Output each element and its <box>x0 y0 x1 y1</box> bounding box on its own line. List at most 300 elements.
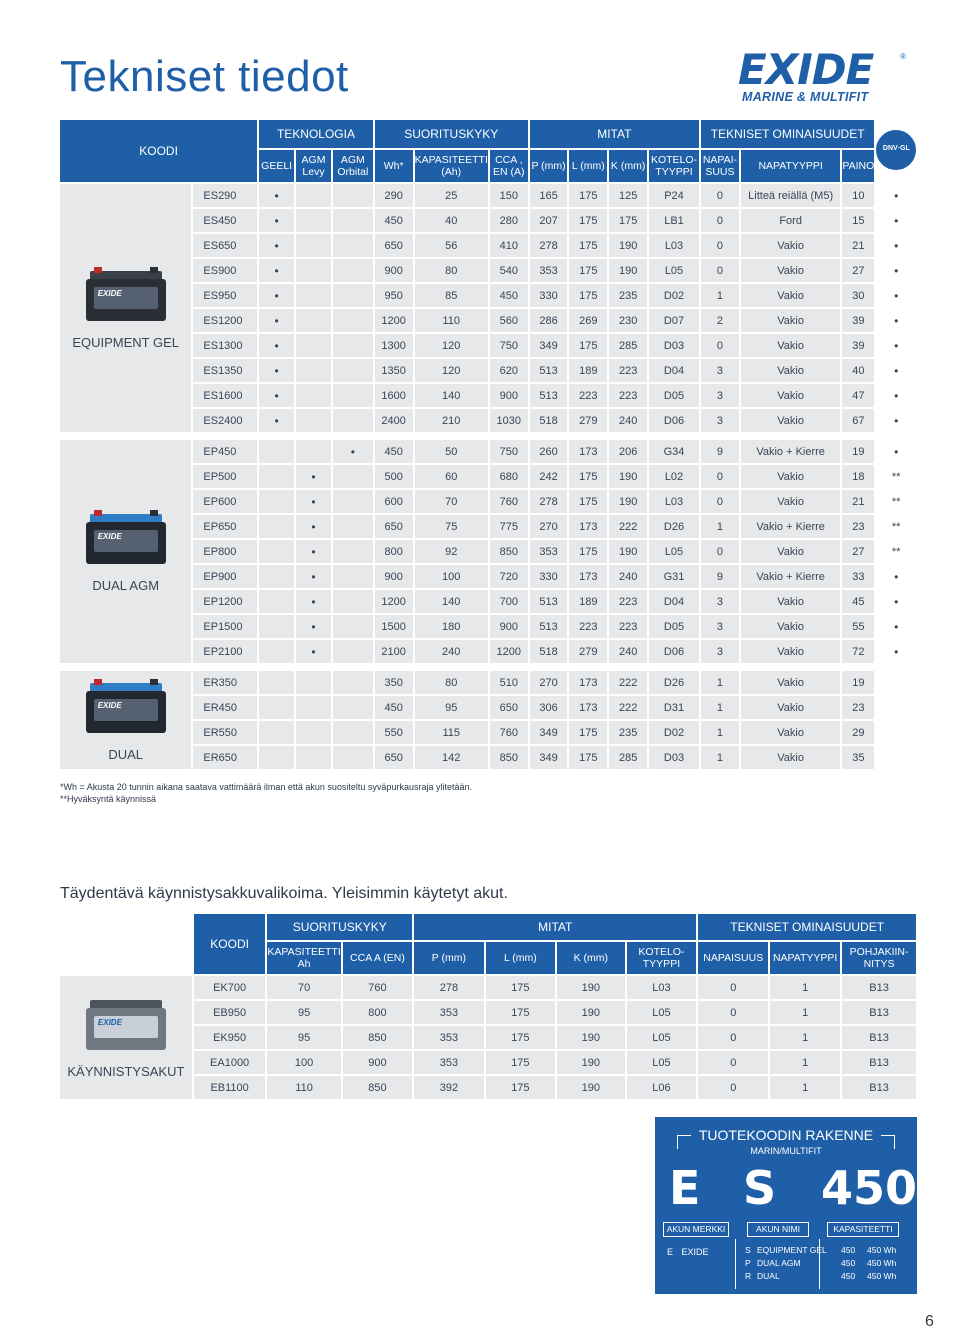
cell-geeli <box>259 746 294 769</box>
cell-kapasiteetti: 140 <box>415 590 488 613</box>
battery-part <box>94 1016 158 1038</box>
cell-napaisuus: 2 <box>701 309 739 332</box>
cell-k: 125 <box>609 184 647 207</box>
starter-col-cca: CCA A (EN) <box>343 942 412 974</box>
cell-kapasiteetti: 142 <box>415 746 488 769</box>
starter-col-k: K (mm) <box>557 942 624 974</box>
cell-kapasiteetti: 80 <box>415 259 488 282</box>
battery-image <box>80 996 172 1054</box>
cell-agm-levy <box>296 284 331 307</box>
cell-cca: 700 <box>490 590 528 613</box>
cell-paino: 40 <box>842 359 874 382</box>
cell-p: 353 <box>530 540 568 563</box>
cell-pohjakiinnitys: B13 <box>842 1026 916 1049</box>
code-letter-name: S <box>743 1161 777 1215</box>
cell-agm-levy: • <box>296 590 331 613</box>
cell-agm-orbital <box>333 234 373 257</box>
cell-napatyyppi: Vakio <box>741 721 840 744</box>
cell-agm-levy <box>296 259 331 282</box>
cell-paino: 27 <box>842 259 874 282</box>
battery-part <box>94 530 158 552</box>
battery-brand-mark: EXIDE <box>97 700 122 710</box>
cell-geeli: • <box>259 309 294 332</box>
cell-pohjakiinnitys: B13 <box>842 1076 916 1099</box>
cell-geeli: • <box>259 334 294 357</box>
cell-paino: 39 <box>842 309 874 332</box>
cell-code: EP800 <box>193 540 257 563</box>
cell-napaisuus: 3 <box>701 384 739 407</box>
cell-cca: 1200 <box>490 640 528 663</box>
cell-wh: 1200 <box>375 590 413 613</box>
cell-cca: 800 <box>343 1001 412 1024</box>
cell-geeli <box>259 590 294 613</box>
cell-kapasiteetti: 50 <box>415 440 488 463</box>
group-label-cell <box>60 671 191 769</box>
cell-geeli: • <box>259 184 294 207</box>
legend-name-value: EQUIPMENT GEL <box>757 1245 827 1255</box>
cell-cca: 760 <box>490 490 528 513</box>
cell-l: 175 <box>569 234 607 257</box>
cell-l: 279 <box>569 409 607 432</box>
cell-geeli <box>259 465 294 488</box>
cell-cca: 900 <box>343 1051 412 1074</box>
cell-agm-orbital <box>333 184 373 207</box>
main-spec-table <box>58 118 918 771</box>
cell-cca: 280 <box>490 209 528 232</box>
cell-dnv-mark: • <box>876 334 916 357</box>
cell-agm-orbital: • <box>333 440 373 463</box>
cell-l: 175 <box>569 490 607 513</box>
cell-code: EP500 <box>193 465 257 488</box>
cell-l: 223 <box>569 384 607 407</box>
legend-name-key: P <box>745 1258 751 1268</box>
cell-agm-orbital <box>333 540 373 563</box>
battery-brand-mark: EXIDE <box>97 532 122 541</box>
cell-paino: 72 <box>842 640 874 663</box>
cell-napaisuus: 1 <box>701 696 739 719</box>
cell-napaisuus: 0 <box>698 1076 768 1099</box>
header-tekniset: TEKNISET OMINAISUUDET <box>701 120 874 148</box>
cell-agm-levy: • <box>296 465 331 488</box>
cell-p: 353 <box>530 259 568 282</box>
legend-capacity <box>841 1244 896 1283</box>
battery-part <box>94 699 158 721</box>
starter-col-kapasiteetti: KAPASITEETTI Ah <box>267 942 340 974</box>
cell-wh: 2100 <box>375 640 413 663</box>
cell-wh: 900 <box>375 259 413 282</box>
cell-agm-levy <box>296 746 331 769</box>
col-agm-levy: AGM Levy <box>296 150 331 182</box>
cell-code: ER450 <box>193 696 257 719</box>
cell-kotelotyyppi: D05 <box>649 615 699 638</box>
cell-agm-levy <box>296 671 331 694</box>
battery-part <box>150 679 158 685</box>
starter-col-napatyyppi: NAPATYYPPI <box>770 942 840 974</box>
battery-brand-mark: EXIDE <box>97 1018 122 1027</box>
col-kapasiteetti: KAPASITEETTI (Ah) <box>415 150 488 182</box>
cell-p: 330 <box>530 565 568 588</box>
group-label-cell <box>60 440 191 663</box>
cell-wh: 350 <box>375 671 413 694</box>
cell-agm-orbital <box>333 259 373 282</box>
cell-code: ER650 <box>193 746 257 769</box>
cell-napatyyppi: 1 <box>770 1001 840 1024</box>
col-geeli: GEELI <box>259 150 294 182</box>
cell-agm-levy: • <box>296 565 331 588</box>
cell-code: EP900 <box>193 565 257 588</box>
cell-paino: 45 <box>842 590 874 613</box>
col-paino: PAINO <box>842 150 874 182</box>
cell-napatyyppi: Vakio <box>741 409 840 432</box>
cell-code: ES1200 <box>193 309 257 332</box>
cell-agm-levy <box>296 184 331 207</box>
starter-header-mitat: MITAT <box>414 914 696 940</box>
cell-kotelotyyppi: D04 <box>649 359 699 382</box>
cell-p: 518 <box>530 640 568 663</box>
cell-l: 175 <box>569 209 607 232</box>
cell-p: 165 <box>530 184 568 207</box>
cell-geeli <box>259 696 294 719</box>
cell-k: 206 <box>609 440 647 463</box>
table-row <box>60 671 916 694</box>
cell-code: ER550 <box>193 721 257 744</box>
table-row <box>60 440 916 463</box>
cell-wh: 2400 <box>375 409 413 432</box>
cell-napatyyppi: Vakio <box>741 640 840 663</box>
cell-wh: 450 <box>375 209 413 232</box>
legend-name-key: R <box>745 1271 752 1281</box>
cell-k: 190 <box>609 540 647 563</box>
group-label: DUAL AGM <box>92 578 160 593</box>
cell-p: 278 <box>414 976 483 999</box>
cell-dnv-mark: • <box>876 565 916 588</box>
cell-p: 286 <box>530 309 568 332</box>
cell-code: EK950 <box>194 1026 266 1049</box>
cell-code: ES950 <box>193 284 257 307</box>
cell-l: 173 <box>569 565 607 588</box>
cell-code: EP600 <box>193 490 257 513</box>
starter-header-tekniset: TEKNISET OMINAISUUDET <box>698 914 916 940</box>
cell-napatyyppi: Vakio <box>741 384 840 407</box>
battery-part <box>94 287 158 309</box>
col-l: L (mm) <box>569 150 607 182</box>
cell-dnv-mark: • <box>876 409 916 432</box>
battery-part <box>94 679 102 685</box>
cell-p: 270 <box>530 515 568 538</box>
cell-agm-orbital <box>333 671 373 694</box>
cell-geeli <box>259 640 294 663</box>
cell-kotelotyyppi: L02 <box>649 465 699 488</box>
cell-cca: 900 <box>490 615 528 638</box>
cell-k: 190 <box>609 259 647 282</box>
cell-pohjakiinnitys: B13 <box>842 1001 916 1024</box>
cell-geeli <box>259 671 294 694</box>
col-kotelotyyppi: KOTELO-TYYPPI <box>649 150 699 182</box>
cell-code: ES450 <box>193 209 257 232</box>
cell-napaisuus: 0 <box>701 540 739 563</box>
cell-cca: 750 <box>490 334 528 357</box>
cell-code: ES1300 <box>193 334 257 357</box>
cell-dnv-mark: • <box>876 440 916 463</box>
cell-code: ES900 <box>193 259 257 282</box>
cell-l: 175 <box>486 1026 555 1049</box>
cell-l: 189 <box>569 590 607 613</box>
cell-kapasiteetti: 70 <box>267 976 340 999</box>
battery-brand-mark: EXIDE <box>97 288 122 298</box>
cell-pohjakiinnitys: B13 <box>842 976 916 999</box>
cell-cca: 850 <box>490 540 528 563</box>
cell-k: 190 <box>557 1076 624 1099</box>
cell-k: 240 <box>609 640 647 663</box>
cell-paino: 33 <box>842 565 874 588</box>
col-agm-orbital: AGM Orbital <box>333 150 373 182</box>
cell-wh: 450 <box>375 440 413 463</box>
cell-agm-orbital <box>333 334 373 357</box>
cell-kapasiteetti: 92 <box>415 540 488 563</box>
page-number: 6 <box>925 1313 934 1330</box>
cell-napatyyppi: Vakio + Kierre <box>741 565 840 588</box>
cell-kapasiteetti: 110 <box>267 1076 340 1099</box>
cell-kotelotyyppi: L05 <box>627 1001 697 1024</box>
cell-wh: 1350 <box>375 359 413 382</box>
legend-name <box>745 1244 827 1283</box>
cell-k: 222 <box>609 671 647 694</box>
cell-kotelotyyppi: L03 <box>627 976 697 999</box>
cell-k: 190 <box>609 465 647 488</box>
cell-code: EP650 <box>193 515 257 538</box>
cell-l: 279 <box>569 640 607 663</box>
cell-dnv-mark <box>876 696 916 719</box>
cell-paino: 19 <box>842 440 874 463</box>
code-box-subtitle: MARIN/MULTIFIT <box>750 1146 822 1156</box>
cell-dnv-mark: • <box>876 184 916 207</box>
cell-code: ER350 <box>193 671 257 694</box>
cell-kotelotyyppi: L06 <box>627 1076 697 1099</box>
cell-napaisuus: 9 <box>701 440 739 463</box>
cell-dnv-mark: ** <box>876 465 916 488</box>
dnv-badge-text: DNV·GL <box>882 145 910 152</box>
cell-code: EA1000 <box>194 1051 266 1074</box>
cell-p: 513 <box>530 359 568 382</box>
cell-dnv-mark: ** <box>876 515 916 538</box>
cell-wh: 800 <box>375 540 413 563</box>
cell-dnv-mark: • <box>876 384 916 407</box>
cell-p: 513 <box>530 615 568 638</box>
cell-k: 240 <box>609 409 647 432</box>
cell-paino: 30 <box>842 284 874 307</box>
cell-dnv-mark: ** <box>876 540 916 563</box>
cell-agm-orbital <box>333 309 373 332</box>
cell-p: 353 <box>414 1051 483 1074</box>
cell-wh: 1600 <box>375 384 413 407</box>
cell-dnv-mark <box>876 671 916 694</box>
cell-kapasiteetti: 100 <box>415 565 488 588</box>
cell-cca: 680 <box>490 465 528 488</box>
cell-agm-orbital <box>333 696 373 719</box>
starter-battery-table <box>58 912 918 1101</box>
cell-napaisuus: 0 <box>701 334 739 357</box>
battery-part <box>94 510 102 516</box>
cell-kapasiteetti: 56 <box>415 234 488 257</box>
cell-k: 175 <box>609 209 647 232</box>
label-akun-merkki: AKUN MERKKI <box>663 1222 729 1237</box>
cell-napaisuus: 3 <box>701 590 739 613</box>
cell-napatyyppi: Vakio + Kierre <box>741 440 840 463</box>
cell-dnv-mark <box>876 746 916 769</box>
cell-kapasiteetti: 140 <box>415 384 488 407</box>
footnote-wh: *Wh = Akusta 20 tunnin aikana saatava vattimäärä ilman että akun suositeltu syväpurkausraja ylitetään. <box>60 782 472 792</box>
legend-cap-key: 450 <box>841 1258 856 1268</box>
cell-napaisuus: 0 <box>698 976 768 999</box>
group-label: DUAL <box>108 746 144 762</box>
cell-napaisuus: 0 <box>698 1001 768 1024</box>
cell-agm-levy <box>296 384 331 407</box>
cell-paino: 39 <box>842 334 874 357</box>
cell-cca: 760 <box>490 721 528 744</box>
cell-code: ES1350 <box>193 359 257 382</box>
cell-agm-levy <box>296 234 331 257</box>
cell-agm-orbital <box>333 465 373 488</box>
cell-wh: 950 <box>375 284 413 307</box>
cell-kotelotyyppi: D02 <box>649 284 699 307</box>
cell-l: 175 <box>486 1076 555 1099</box>
cell-cca: 650 <box>490 696 528 719</box>
cell-agm-levy <box>296 334 331 357</box>
cell-cca: 720 <box>490 565 528 588</box>
cell-agm-orbital <box>333 359 373 382</box>
cell-code: ES650 <box>193 234 257 257</box>
cell-p: 270 <box>530 671 568 694</box>
cell-cca: 410 <box>490 234 528 257</box>
cell-p: 349 <box>530 721 568 744</box>
starter-col-l: L (mm) <box>486 942 555 974</box>
cell-l: 175 <box>486 1001 555 1024</box>
cell-napaisuus: 3 <box>701 409 739 432</box>
cell-kotelotyyppi: D06 <box>649 640 699 663</box>
cell-kapasiteetti: 40 <box>415 209 488 232</box>
cell-agm-levy <box>296 721 331 744</box>
cell-napatyyppi: 1 <box>770 1026 840 1049</box>
cell-kapasiteetti: 95 <box>415 696 488 719</box>
cell-k: 190 <box>609 234 647 257</box>
cell-napatyyppi: Vakio <box>741 284 840 307</box>
cell-geeli <box>259 565 294 588</box>
cell-code: EB950 <box>194 1001 266 1024</box>
cell-kapasiteetti: 70 <box>415 490 488 513</box>
cell-p: 518 <box>530 409 568 432</box>
cell-napatyyppi: Vakio <box>741 334 840 357</box>
cell-cca: 900 <box>490 384 528 407</box>
header-teknologia: TEKNOLOGIA <box>259 120 373 148</box>
cell-paino: 35 <box>842 746 874 769</box>
cell-napaisuus: 1 <box>701 284 739 307</box>
col-k: K (mm) <box>609 150 647 182</box>
cell-paino: 18 <box>842 465 874 488</box>
cell-napatyyppi: Vakio <box>741 259 840 282</box>
legend-cap-key: 450 <box>841 1245 856 1255</box>
cell-agm-orbital <box>333 209 373 232</box>
cell-paino: 21 <box>842 490 874 513</box>
cell-wh: 650 <box>375 234 413 257</box>
cell-agm-orbital <box>333 640 373 663</box>
cell-geeli <box>259 615 294 638</box>
label-kapasiteetti: KAPASITEETTI <box>827 1222 899 1237</box>
cell-napatyyppi: Vakio <box>741 590 840 613</box>
starter-col-p: P (mm) <box>414 942 483 974</box>
cell-agm-orbital <box>333 746 373 769</box>
cell-napatyyppi: 1 <box>770 1076 840 1099</box>
cell-k: 285 <box>609 334 647 357</box>
cell-cca: 1030 <box>490 409 528 432</box>
page-title: Tekniset tiedot <box>60 52 349 101</box>
cell-p: 353 <box>414 1001 483 1024</box>
exide-logo <box>738 45 908 106</box>
cell-k: 223 <box>609 590 647 613</box>
cell-p: 260 <box>530 440 568 463</box>
cell-kapasiteetti: 25 <box>415 184 488 207</box>
cell-wh: 1200 <box>375 309 413 332</box>
cell-kapasiteetti: 75 <box>415 515 488 538</box>
table-row <box>60 976 916 999</box>
cell-kotelotyyppi: D07 <box>649 309 699 332</box>
cell-agm-levy <box>296 209 331 232</box>
cell-kotelotyyppi: D05 <box>649 384 699 407</box>
cell-kotelotyyppi: G31 <box>649 565 699 588</box>
cell-wh: 900 <box>375 565 413 588</box>
cell-kotelotyyppi: D31 <box>649 696 699 719</box>
cell-paino: 19 <box>842 671 874 694</box>
cell-paino: 29 <box>842 721 874 744</box>
cell-napatyyppi: Litteä reiällä (M5) <box>741 184 840 207</box>
cell-wh: 650 <box>375 515 413 538</box>
battery-part <box>150 267 158 273</box>
cell-p: 392 <box>414 1076 483 1099</box>
cell-dnv-mark <box>876 721 916 744</box>
cell-agm-levy: • <box>296 615 331 638</box>
cell-kotelotyyppi: L05 <box>627 1051 697 1074</box>
logo-subtitle: MARINE & MULTIFIT <box>742 90 869 104</box>
cell-code: EP450 <box>193 440 257 463</box>
cell-wh: 290 <box>375 184 413 207</box>
legend-name-key: S <box>745 1245 751 1255</box>
battery-image <box>80 510 172 568</box>
cell-k: 223 <box>609 384 647 407</box>
cell-paino: 23 <box>842 696 874 719</box>
cell-agm-orbital <box>333 490 373 513</box>
cell-code: ES2400 <box>193 409 257 432</box>
cell-cca: 850 <box>343 1076 412 1099</box>
separator-cell <box>60 434 916 438</box>
cell-code: ES1600 <box>193 384 257 407</box>
col-napaisuus: NAPAI-SUUS <box>701 150 739 182</box>
cell-paino: 47 <box>842 384 874 407</box>
cell-napatyyppi: Vakio <box>741 490 840 513</box>
cell-kapasiteetti: 95 <box>267 1026 340 1049</box>
legend-cap-value: 450 Wh <box>867 1271 897 1281</box>
cell-cca: 620 <box>490 359 528 382</box>
cell-kotelotyyppi: L03 <box>649 490 699 513</box>
cell-agm-levy <box>296 696 331 719</box>
cell-l: 175 <box>569 184 607 207</box>
product-code-structure <box>655 1117 917 1294</box>
cell-napaisuus: 0 <box>701 184 739 207</box>
cell-p: 349 <box>530 746 568 769</box>
cell-wh: 1500 <box>375 615 413 638</box>
cell-napatyyppi: Vakio <box>741 234 840 257</box>
col-p: P (mm) <box>530 150 568 182</box>
cell-napatyyppi: Ford <box>741 209 840 232</box>
cell-napaisuus: 3 <box>701 359 739 382</box>
